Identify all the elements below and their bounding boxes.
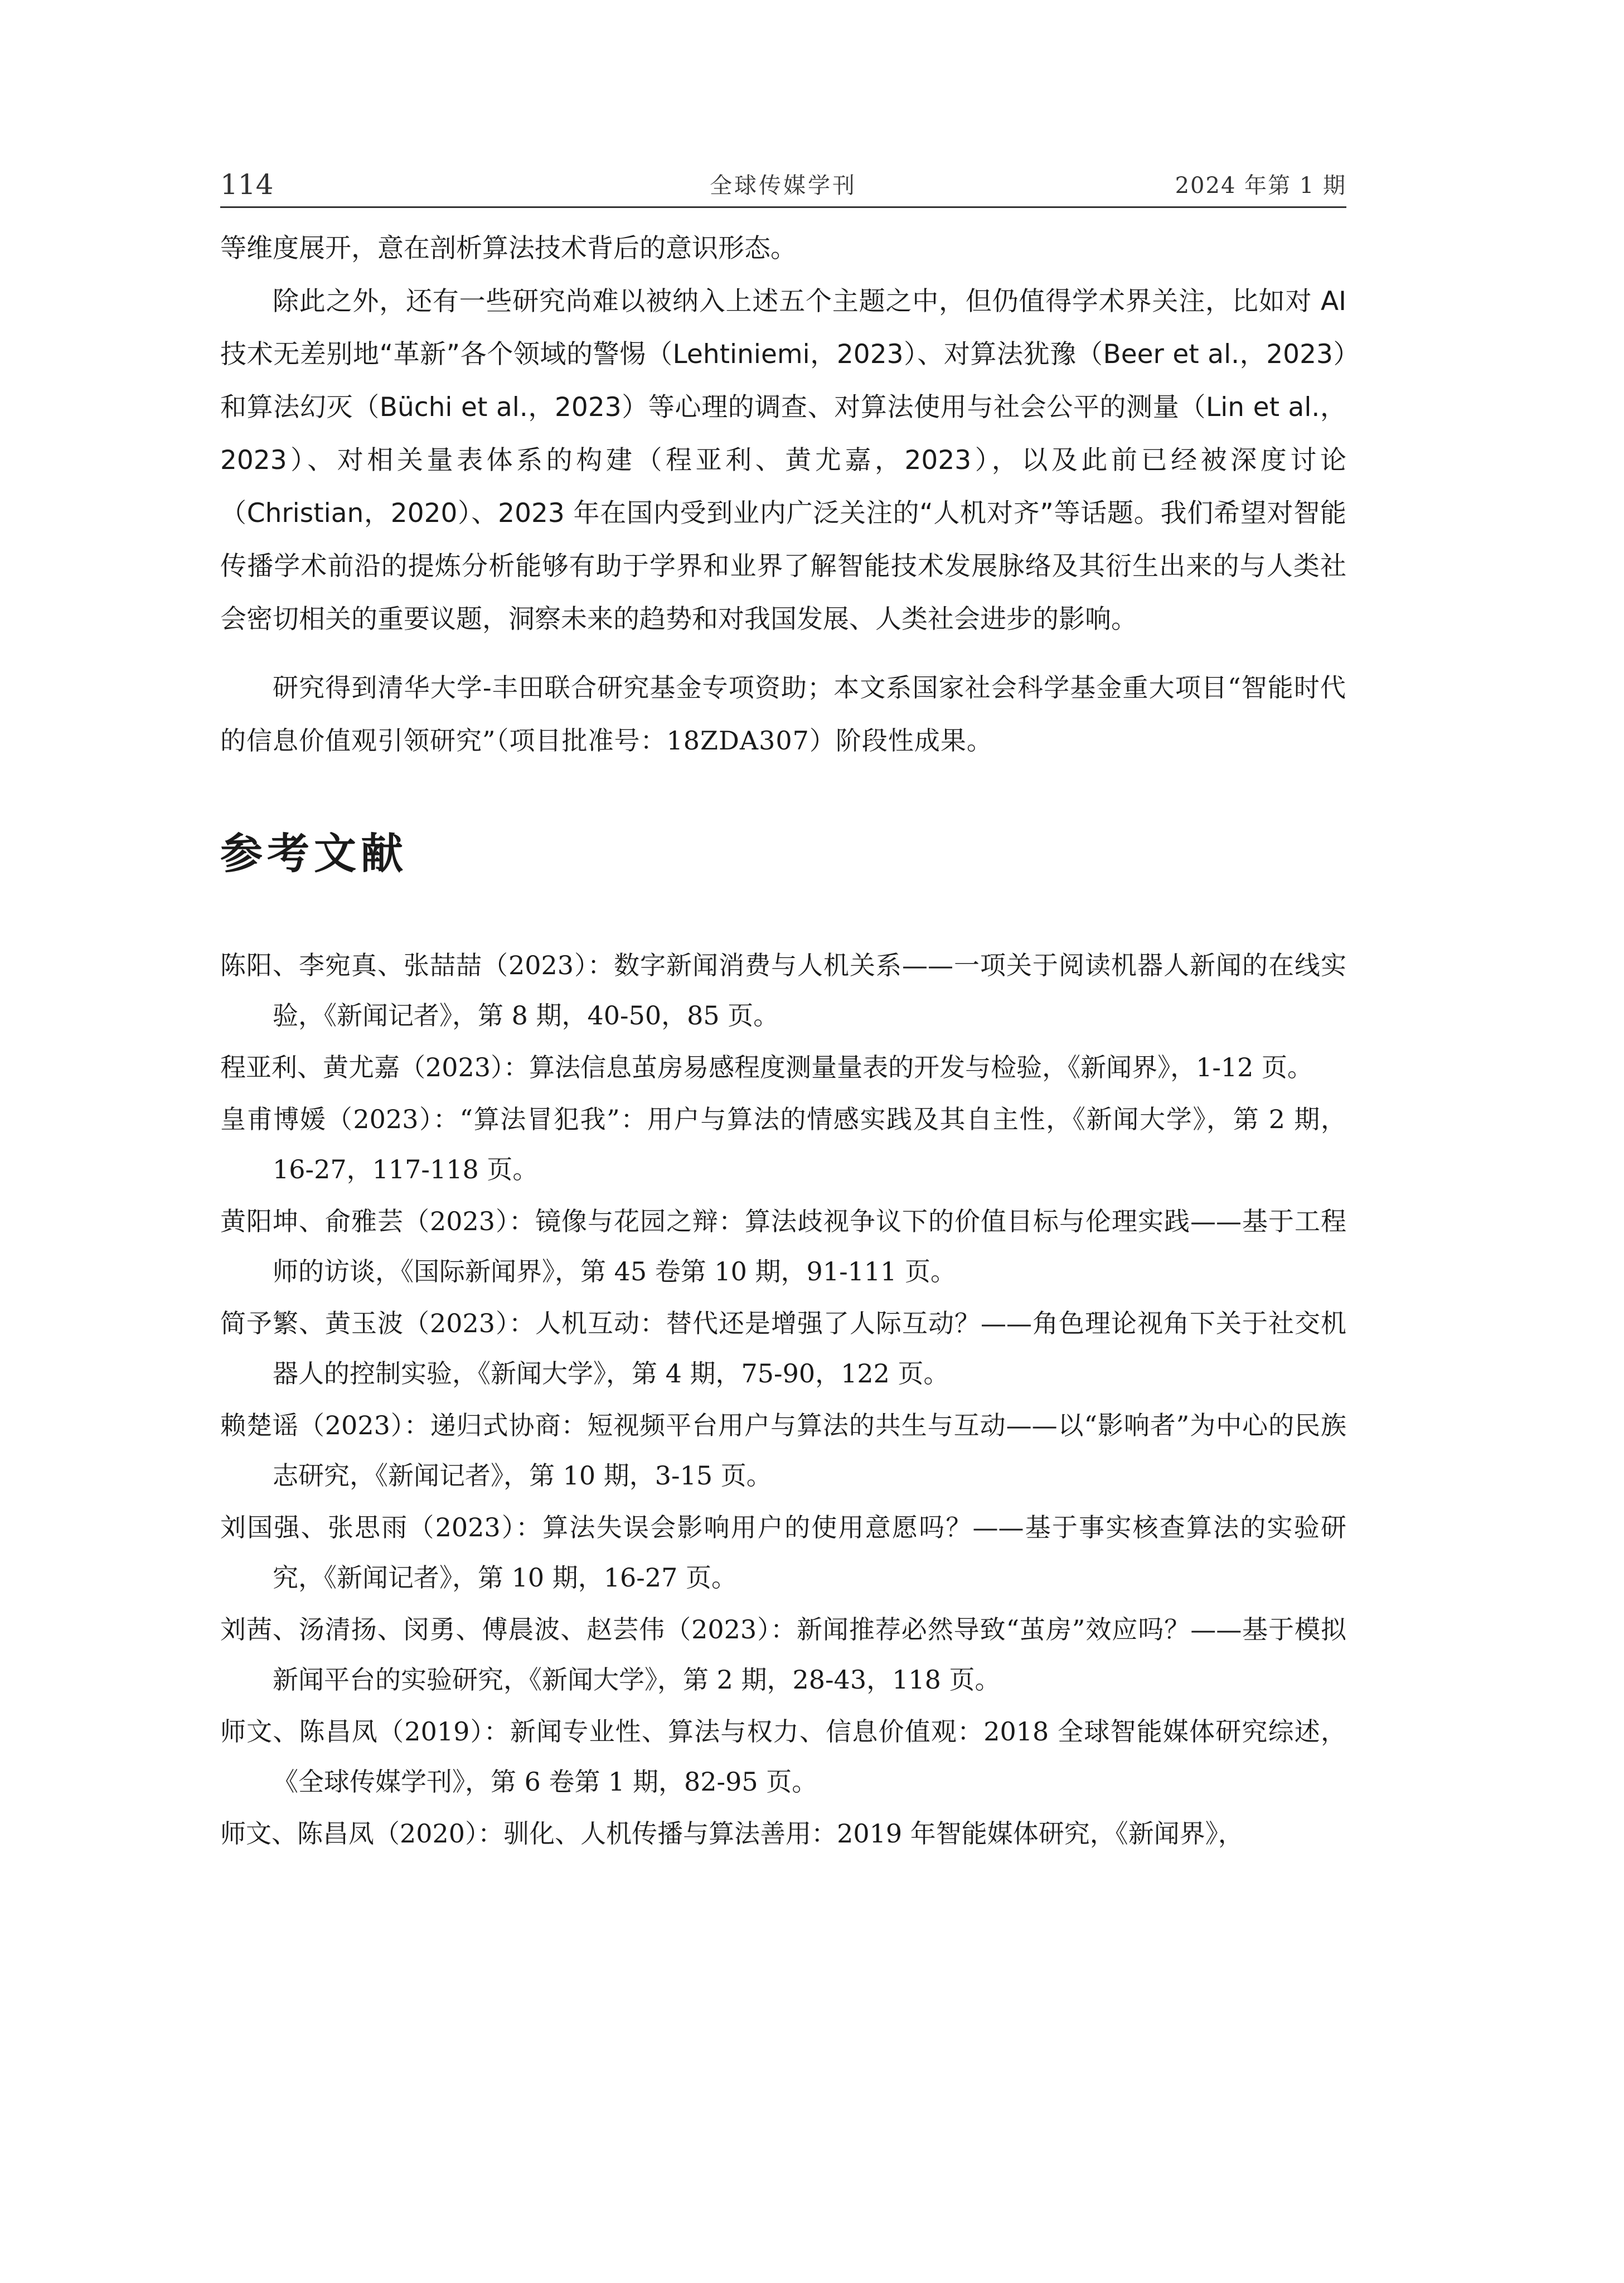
page-number: 114 [220,168,274,201]
reference-item: 赖楚谣（2023）：递归式协商：短视频平台用户与算法的共生与互动——以“影响者”为中心的民族志研究，《新闻记者》，第 10 期，3-15 页。 [220,1410,1346,1491]
reference-item: 程亚利、黄尤嘉（2023）：算法信息茧房易感程度测量量表的开发与检验，《新闻界》，1-12 页。 [220,1052,1313,1082]
reference-item: 师文、陈昌凤（2020）：驯化、人机传播与算法善用：2019 年智能媒体研究，《新闻界》， [220,1818,1244,1849]
journal-title: 全球传媒学刊 [710,173,857,199]
reference-item: 简予繁、黄玉波（2023）：人机互动：替代还是增强了人际互动？——角色理论视角下关于社交机器人的控制实验，《新闻大学》，第 4 期，75-90，122 页。 [220,1308,1346,1389]
reference-item: 刘国强、张思雨（2023）：算法失误会影响用户的使用意愿吗？——基于事实核查算法的实验研究，《新闻记者》，第 10 期，16-27 页。 [220,1512,1346,1593]
paragraph: 除此之外，还有一些研究尚难以被纳入上述五个主题之中，但仍值得学术界关注，比如对 AI 技术无差别地“革新”各个领域的警惕（Lehtiniemi，2023）、对算法犹豫（Beer et al.，2023）和算法幻灭（Büchi et al.，2023）等心理的调查、对算法使用与社会公平的测量（Lin et al.，2023）、对相关量表体系的构建（程亚利、黄尤嘉，2023），以及此前已经被深度讨论（Christian，2020）、2023 年在国内受到业内广泛关注的“人机对齐”等话题。我们希望对智能传播学术前沿的提炼分析能够有助于学界和业界了解智能技术发展脉络及其衍生出来的与人类社会密切相关的重要议题，洞察未来的趋势和对我国发展、人类社会进步的影响。 [220,286,1346,635]
running-header [220,167,1346,208]
paragraph-continued: 等维度展开，意在剖析算法技术背后的意识形态。 [220,233,797,264]
reference-list [220,940,1346,1859]
journal-page [220,167,1346,1860]
reference-item: 陈阳、李宛真、张喆喆（2023）：数字新闻消费与人机关系——一项关于阅读机器人新闻的在线实验，《新闻记者》，第 8 期，40-50，85 页。 [220,950,1346,1031]
body-text [220,222,1346,646]
reference-item: 刘茜、汤清扬、闵勇、傅晨波、赵芸伟（2023）：新闻推荐必然导致“茧房”效应吗？——基于模拟新闻平台的实验研究，《新闻大学》，第 2 期，28-43，118 页。 [220,1614,1346,1695]
reference-item: 皇甫博媛（2023）：“算法冒犯我”：用户与算法的情感实践及其自主性，《新闻大学》，第 2 期，16-27，117-118 页。 [220,1104,1346,1184]
reference-item: 黄阳坤、俞雅芸（2023）：镜像与花园之辩：算法歧视争议下的价值目标与伦理实践——基于工程师的访谈，《国际新闻界》，第 45 卷第 10 期，91-111 页。 [220,1206,1346,1286]
reference-item: 师文、陈昌凤（2019）：新闻专业性、算法与权力、信息价值观：2018 全球智能媒体研究综述，《全球传媒学刊》，第 6 卷第 1 期，82-95 页。 [220,1716,1346,1797]
references-heading: 参考文献 [220,829,408,878]
funding-note: 研究得到清华大学-丰田联合研究基金专项资助；本文系国家社会科学基金重大项目“智能时代的信息价值观引领研究”（项目批准号：18ZDA307）阶段性成果。 [220,673,1346,756]
issue-label: 2024 年第 1 期 [1175,173,1346,199]
